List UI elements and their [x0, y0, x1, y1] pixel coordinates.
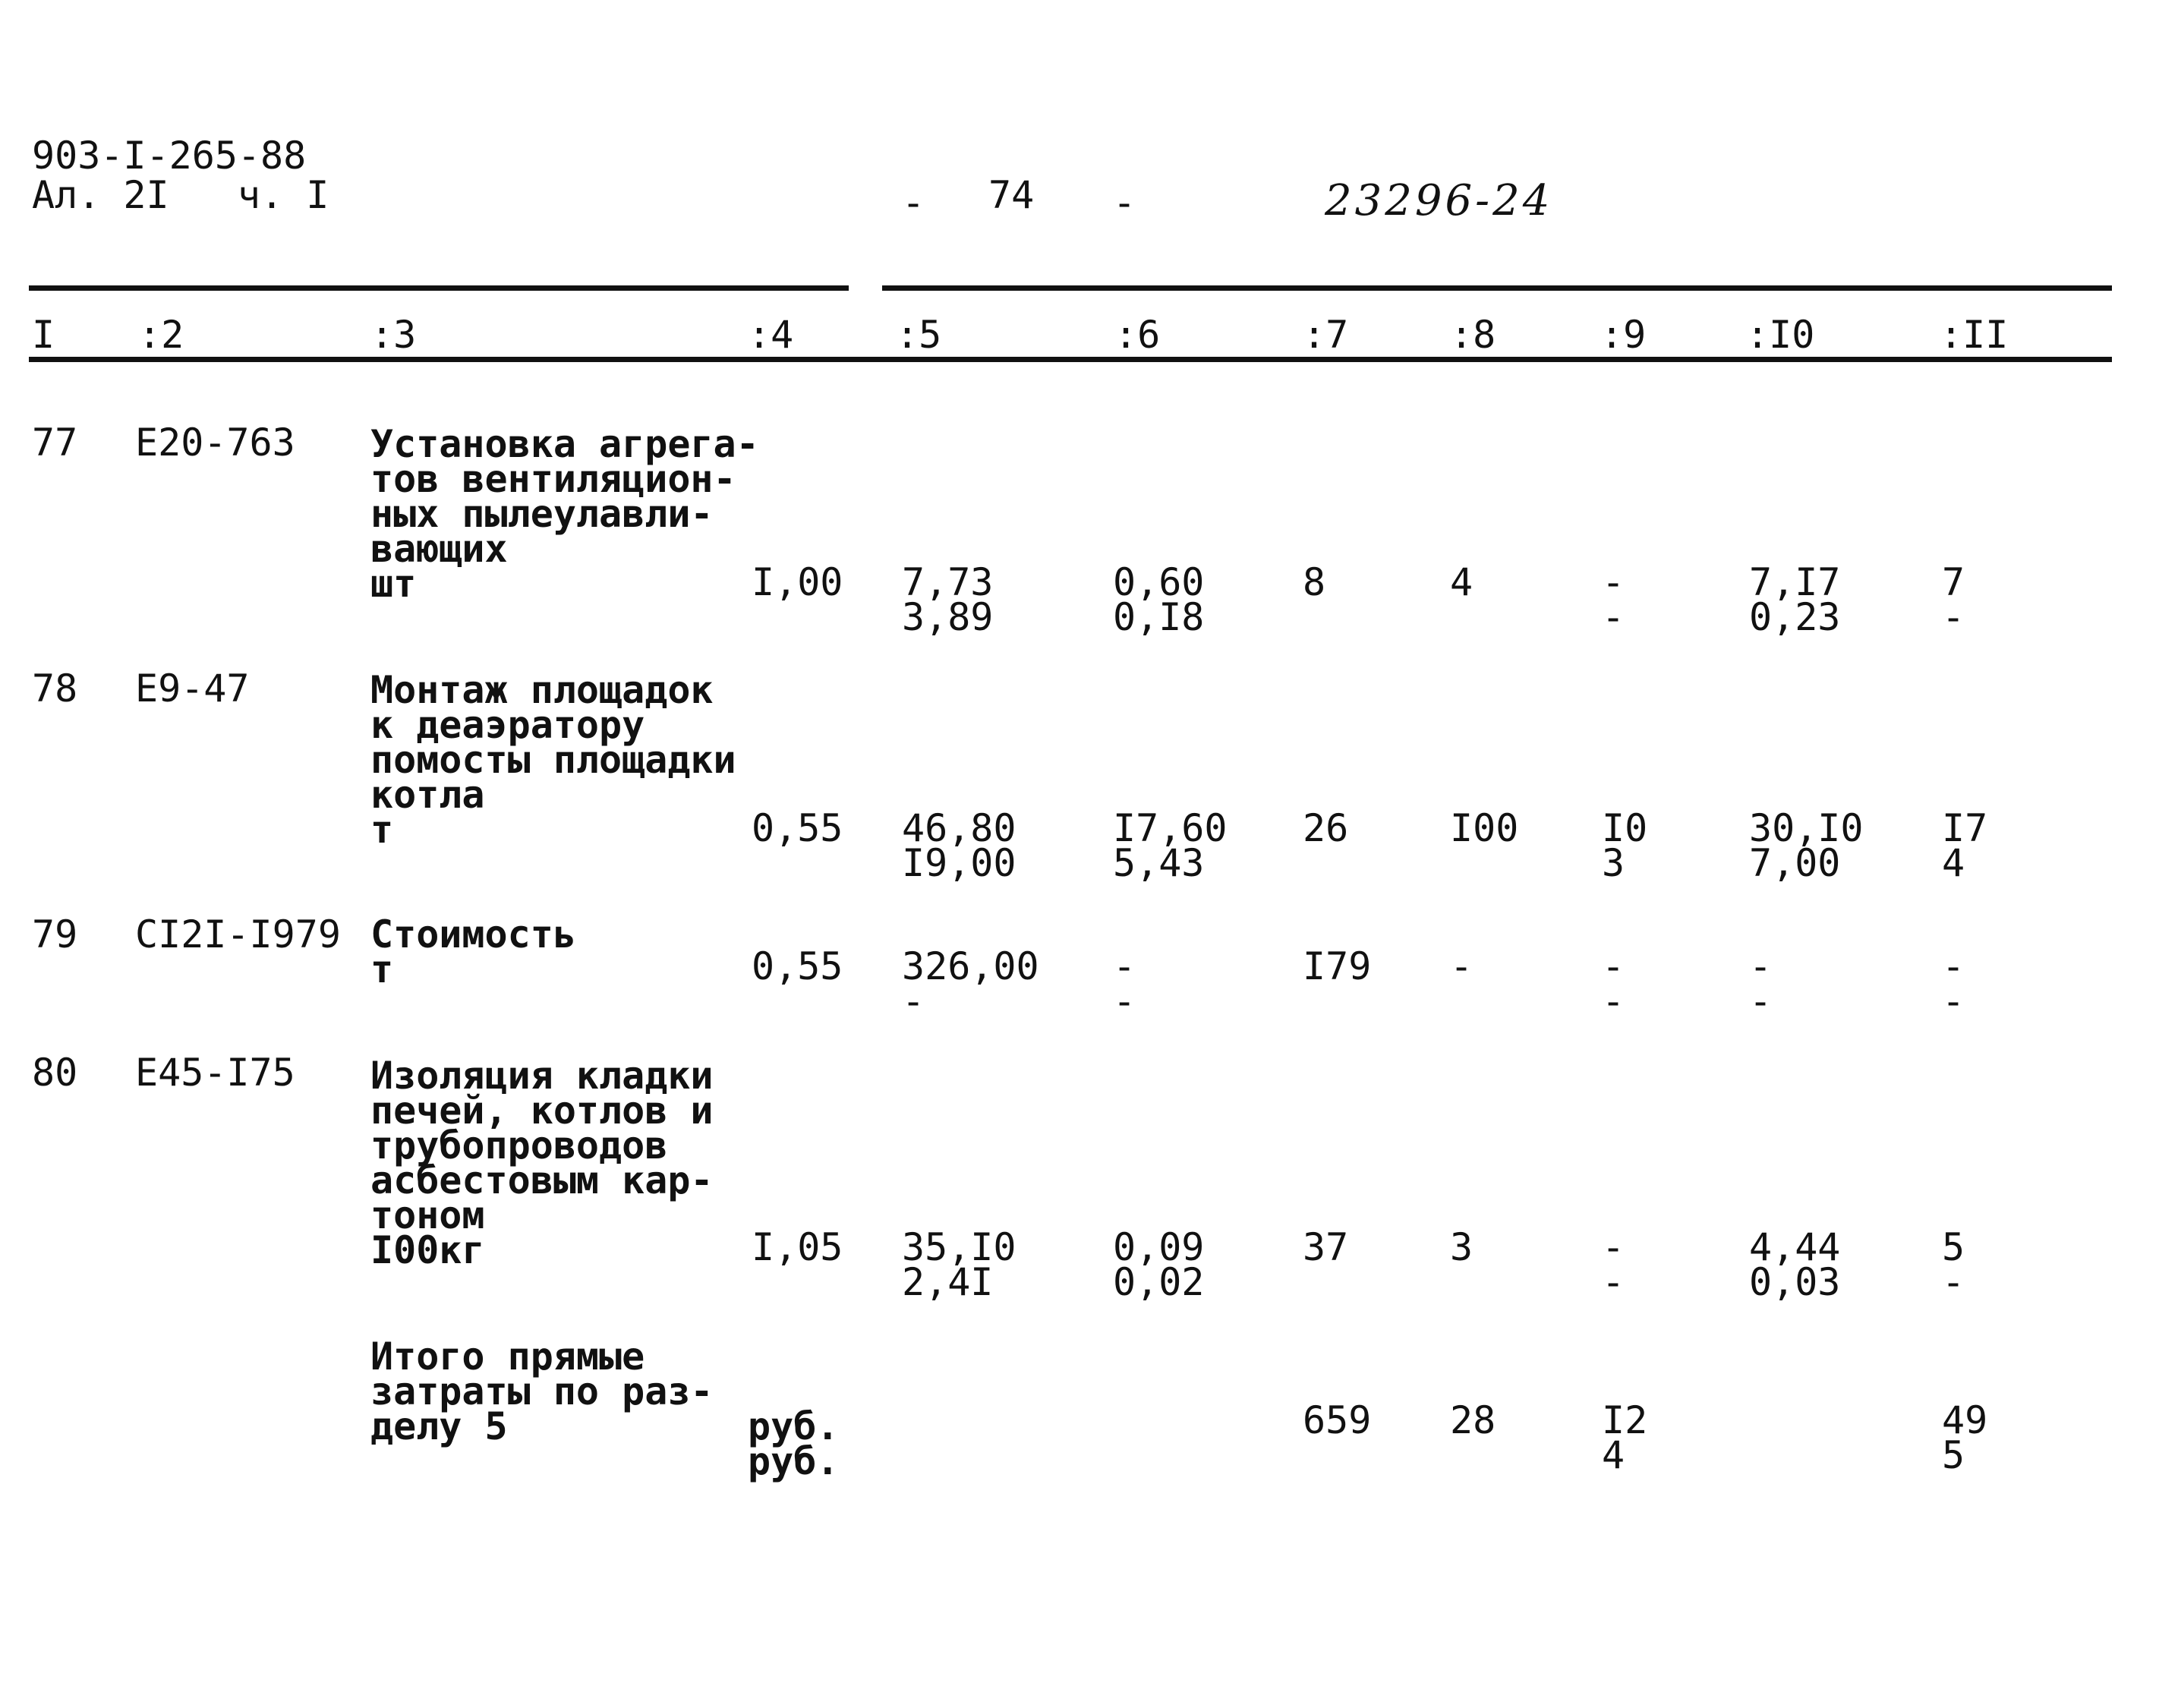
section-total-cost: 659: [1303, 1398, 1372, 1442]
total-cost: I79: [1303, 944, 1372, 988]
work-description: Монтаж площадок к деаэратору помосты площадки котла т: [370, 668, 736, 852]
rate-code: E9-47: [135, 666, 250, 711]
work-description: Изоляция кладки печей, котлов и трубопроводов асбестовым кар- тоном I00кг: [370, 1054, 714, 1272]
unit-cost-total: 46,80 I9,00: [902, 806, 1016, 885]
work-description: Установка агрега- тов вентиляцион- ных пылеулавли- вающих шт: [370, 422, 759, 606]
quantity: I,00: [752, 560, 843, 604]
wages-cost: I00: [1450, 806, 1519, 850]
page-dash-left: -: [902, 181, 925, 225]
unit-cost-machines: I7,60 5,43: [1113, 806, 1228, 885]
rate-code: CI2I-I979: [135, 912, 341, 956]
work-description: Стоимость т: [370, 912, 576, 991]
machine-cost: - -: [1602, 944, 1625, 1023]
row-number: 79: [32, 912, 78, 956]
unit-cost-total: 326,00 -: [902, 944, 1039, 1023]
labor-total: 5 -: [1942, 1225, 1965, 1304]
section-total-wages: 28: [1450, 1398, 1496, 1442]
section-total-unit: руб. руб.: [748, 1404, 840, 1483]
labor-per-unit: - -: [1749, 944, 1773, 1023]
page-number: 74: [988, 173, 1035, 217]
wages-cost: -: [1450, 944, 1473, 988]
wages-cost: 3: [1450, 1225, 1473, 1269]
machine-cost: I0 3: [1602, 806, 1648, 885]
rate-code: E45-I75: [135, 1051, 295, 1095]
handwritten-reference: 23296-24: [1325, 176, 1553, 225]
labor-total: I7 4: [1942, 806, 1988, 885]
total-cost: 8: [1303, 560, 1326, 604]
row-number: 80: [32, 1051, 78, 1095]
machine-cost: - -: [1602, 1225, 1625, 1304]
column-header-4: :4: [748, 313, 794, 357]
quantity: I,05: [752, 1225, 843, 1269]
unit-cost-total: 35,I0 2,4I: [902, 1225, 1016, 1304]
column-header-5: :5: [896, 313, 942, 357]
total-cost: 37: [1303, 1225, 1349, 1269]
column-header-6: :6: [1114, 313, 1161, 357]
column-header-8: :8: [1450, 313, 1496, 357]
header-underline: [29, 357, 2112, 362]
column-header-10: :I0: [1746, 313, 1815, 357]
top-rule-right: [882, 285, 2112, 291]
quantity: 0,55: [752, 944, 843, 988]
top-rule-left: [29, 285, 849, 291]
machine-cost: - -: [1602, 560, 1625, 639]
column-header-7: :7: [1303, 313, 1349, 357]
column-header-3: :3: [370, 313, 417, 357]
album-part-label: Ал. 2I ч. I: [32, 173, 329, 217]
column-header-2: :2: [138, 313, 184, 357]
labor-per-unit: 30,I0 7,00: [1749, 806, 1864, 885]
column-header-11: :II: [1940, 313, 2009, 357]
unit-cost-machines: 0,60 0,I8: [1113, 560, 1205, 639]
column-header-1: I: [32, 313, 55, 357]
unit-cost-machines: 0,09 0,02: [1113, 1225, 1205, 1304]
document-code: 903-I-265-88: [32, 134, 307, 178]
section-total-label: Итого прямые затраты по раз- делу 5: [370, 1335, 714, 1448]
section-total-machines: I2 4: [1602, 1398, 1648, 1477]
labor-total: - -: [1942, 944, 1965, 1023]
rate-code: E20-763: [135, 421, 295, 465]
row-number: 77: [32, 421, 78, 465]
labor-per-unit: 4,44 0,03: [1749, 1225, 1841, 1304]
labor-per-unit: 7,I7 0,23: [1749, 560, 1841, 639]
quantity: 0,55: [752, 806, 843, 850]
unit-cost-machines: - -: [1113, 944, 1136, 1023]
column-header-9: :9: [1600, 313, 1647, 357]
total-cost: 26: [1303, 806, 1349, 850]
labor-total: 7 -: [1942, 560, 1965, 639]
page-dash-right: -: [1113, 181, 1136, 225]
wages-cost: 4: [1450, 560, 1473, 604]
row-number: 78: [32, 666, 78, 711]
unit-cost-total: 7,73 3,89: [902, 560, 994, 639]
section-total-labor: 49 5: [1942, 1398, 1988, 1477]
